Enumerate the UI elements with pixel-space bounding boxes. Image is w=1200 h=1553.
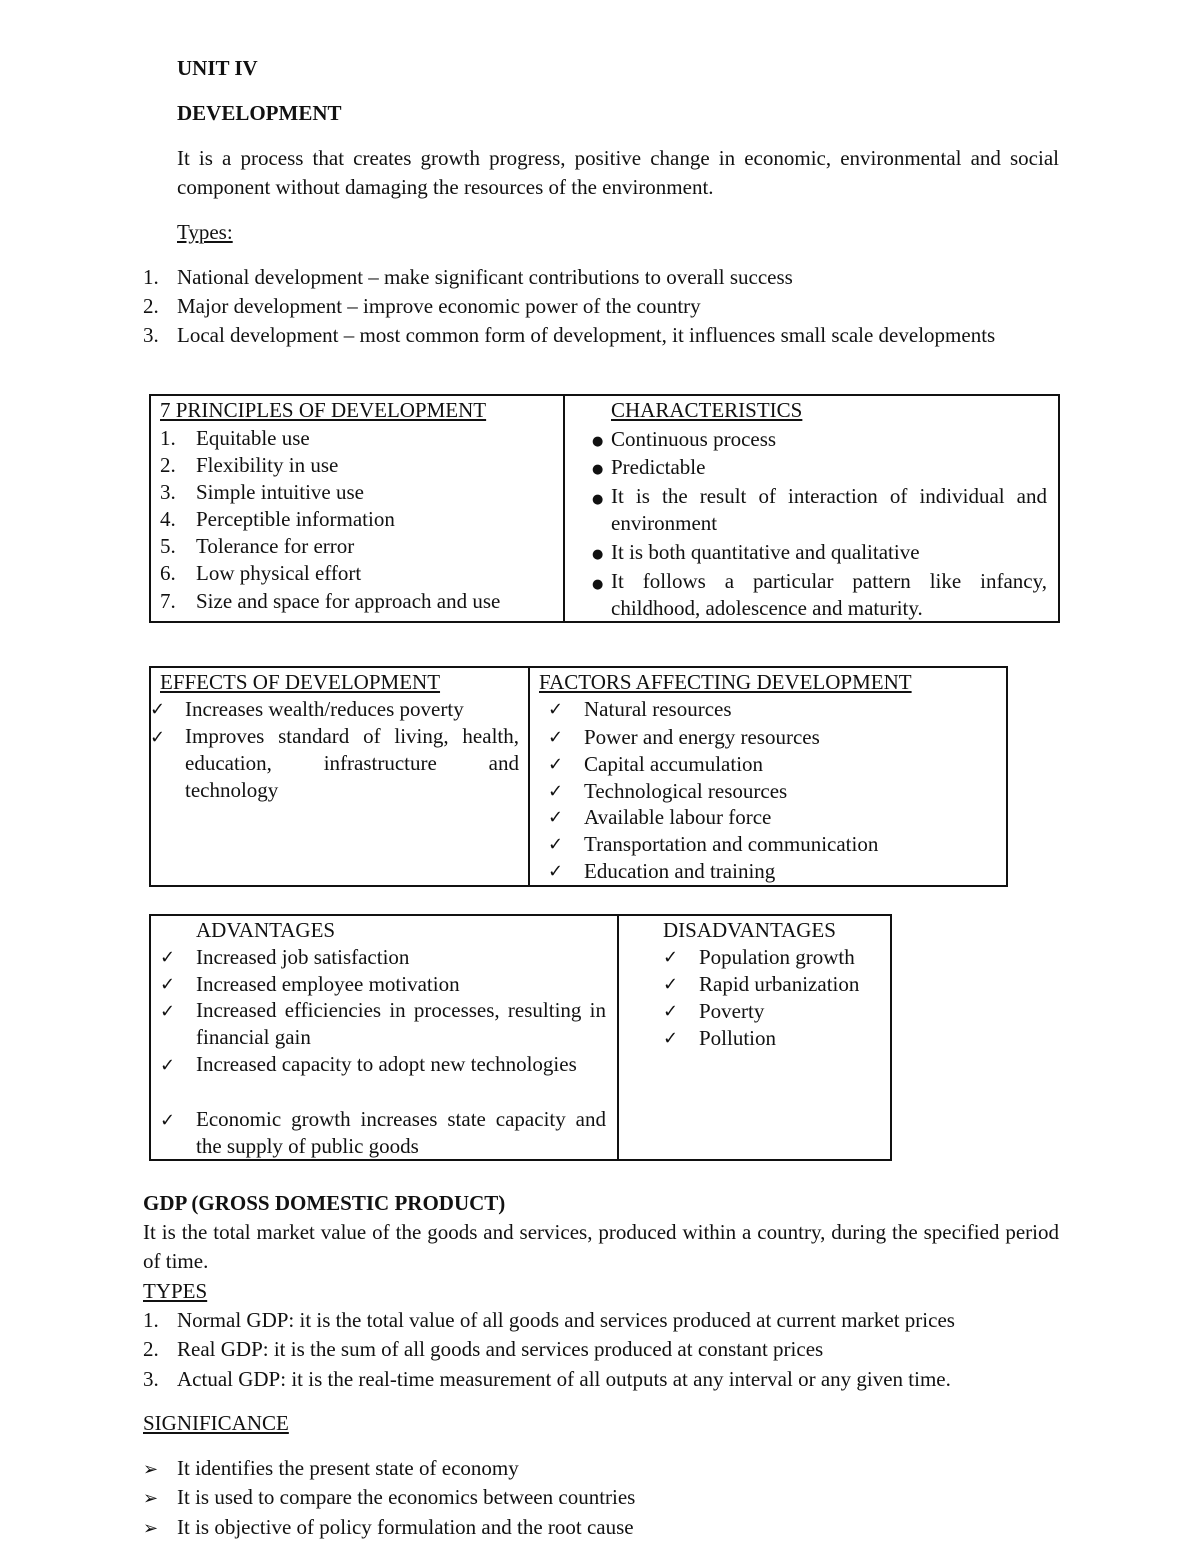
check-icon: ✓ [548,781,564,802]
list-item: Increased capacity to adopt new technologies [196,1052,577,1076]
list-item: National development – make significant contributions to overall success [177,265,793,289]
check-icon: ✓ [548,807,564,828]
list-item-number: 1. [160,426,176,450]
list-item-number: 4. [160,507,176,531]
check-icon: ✓ [548,699,564,720]
list-item: Population growth [699,945,855,969]
bullet-icon: ● [592,547,604,562]
list-item: Actual GDP: it is the real-time measurement of all outputs at any interval or any given time. [177,1367,951,1391]
list-item: Natural resources [584,697,732,721]
check-icon: ✓ [548,754,564,775]
list-item-number: 6. [160,561,176,585]
types-heading: Types: [177,220,233,244]
list-item-number: 2. [143,1337,159,1361]
list-item: Increased job satisfaction [196,945,410,969]
list-item: Increased efficiencies in processes, resulting in financial gain [196,998,606,1049]
list-item: It is objective of policy formulation and the root cause [177,1515,634,1539]
disadvantages-heading: DISADVANTAGES [663,918,836,942]
list-item-number: 3. [143,323,159,347]
list-item: Low physical effort [196,561,362,585]
check-icon: ✓ [150,699,166,720]
list-item-number: 1. [143,265,159,289]
arrow-icon: ➢ [143,1459,159,1480]
list-item-number: 2. [160,453,176,477]
list-item: Size and space for approach and use [196,589,501,613]
list-item: Improves standard of living, health, education, infrastructure and technology [185,724,519,802]
unit-label: UNIT IV [177,56,258,80]
gdp-types-heading: TYPES [143,1279,208,1303]
list-item: Normal GDP: it is the total value of all goods and services produced at current market prices [177,1308,955,1332]
bullet-icon: ● [592,434,604,449]
list-item: Rapid urbanization [699,972,860,996]
list-item: Pollution [699,1026,777,1050]
list-item: Power and energy resources [584,725,820,749]
list-item: Education and training [584,859,776,883]
table-divider [617,914,619,1161]
list-item-number: 5. [160,534,176,558]
list-item: Continuous process [611,427,777,451]
check-icon: ✓ [160,947,176,968]
bullet-icon: ● [592,462,604,477]
table-divider [528,666,530,887]
check-icon: ✓ [663,1028,679,1049]
list-item: Flexibility in use [196,453,339,477]
list-item-number: 3. [160,480,176,504]
check-icon: ✓ [663,974,679,995]
list-item: Simple intuitive use [196,480,364,504]
list-item: Predictable [611,455,706,479]
list-item-number: 3. [143,1367,159,1391]
list-item-number: 2. [143,294,159,318]
check-icon: ✓ [663,947,679,968]
list-item: It follows a particular pattern like infancy, childhood, adolescence and maturity. [611,569,1047,620]
gdp-heading: GDP (GROSS DOMESTIC PRODUCT) [143,1191,506,1215]
list-item: Economic growth increases state capacity and the supply of public goods [196,1107,606,1158]
development-definition: It is a process that creates growth progress, positive change in economic, environmental and social component without damaging the resources of the environment. [177,146,1059,199]
list-item-number: 7. [160,589,176,613]
page-title: DEVELOPMENT [177,101,342,125]
list-item: Increased employee motivation [196,972,460,996]
list-item: Equitable use [196,426,310,450]
check-icon: ✓ [150,727,166,748]
list-item: It identifies the present state of economy [177,1456,519,1480]
table-divider [563,394,565,623]
list-item: Tolerance for error [196,534,355,558]
arrow-icon: ➢ [143,1518,159,1539]
list-item: It is used to compare the economics between countries [177,1485,636,1509]
list-item-number: 1. [143,1308,159,1332]
check-icon: ✓ [548,727,564,748]
arrow-icon: ➢ [143,1488,159,1509]
advantages-heading: ADVANTAGES [196,918,336,942]
list-item: Real GDP: it is the sum of all goods and services produced at constant prices [177,1337,824,1361]
bullet-icon: ● [592,577,604,592]
principles-heading: 7 PRINCIPLES OF DEVELOPMENT [160,398,487,422]
list-item: Increases wealth/reduces poverty [185,697,464,721]
gdp-definition: It is the total market value of the goods and services, produced within a country, during the specified period of time. [143,1220,1059,1273]
check-icon: ✓ [160,1001,176,1022]
check-icon: ✓ [160,974,176,995]
list-item: Local development – most common form of development, it influences small scale developments [177,323,996,347]
list-item: Poverty [699,999,765,1023]
check-icon: ✓ [160,1055,176,1076]
list-item: Capital accumulation [584,752,764,776]
list-item: Major development – improve economic power of the country [177,294,701,318]
list-item: Available labour force [584,805,772,829]
check-icon: ✓ [548,861,564,882]
bullet-icon: ● [592,492,604,507]
check-icon: ✓ [663,1001,679,1022]
list-item: Technological resources [584,779,788,803]
characteristics-heading: CHARACTERISTICS [611,398,803,422]
significance-heading: SIGNIFICANCE [143,1411,289,1435]
check-icon: ✓ [160,1110,176,1131]
check-icon: ✓ [548,834,564,855]
list-item: Perceptible information [196,507,395,531]
list-item: It is the result of interaction of individual and environment [611,484,1047,535]
factors-heading: FACTORS AFFECTING DEVELOPMENT [539,670,912,694]
list-item: It is both quantitative and qualitative [611,540,920,564]
effects-heading: EFFECTS OF DEVELOPMENT [160,670,441,694]
list-item: Transportation and communication [584,832,879,856]
